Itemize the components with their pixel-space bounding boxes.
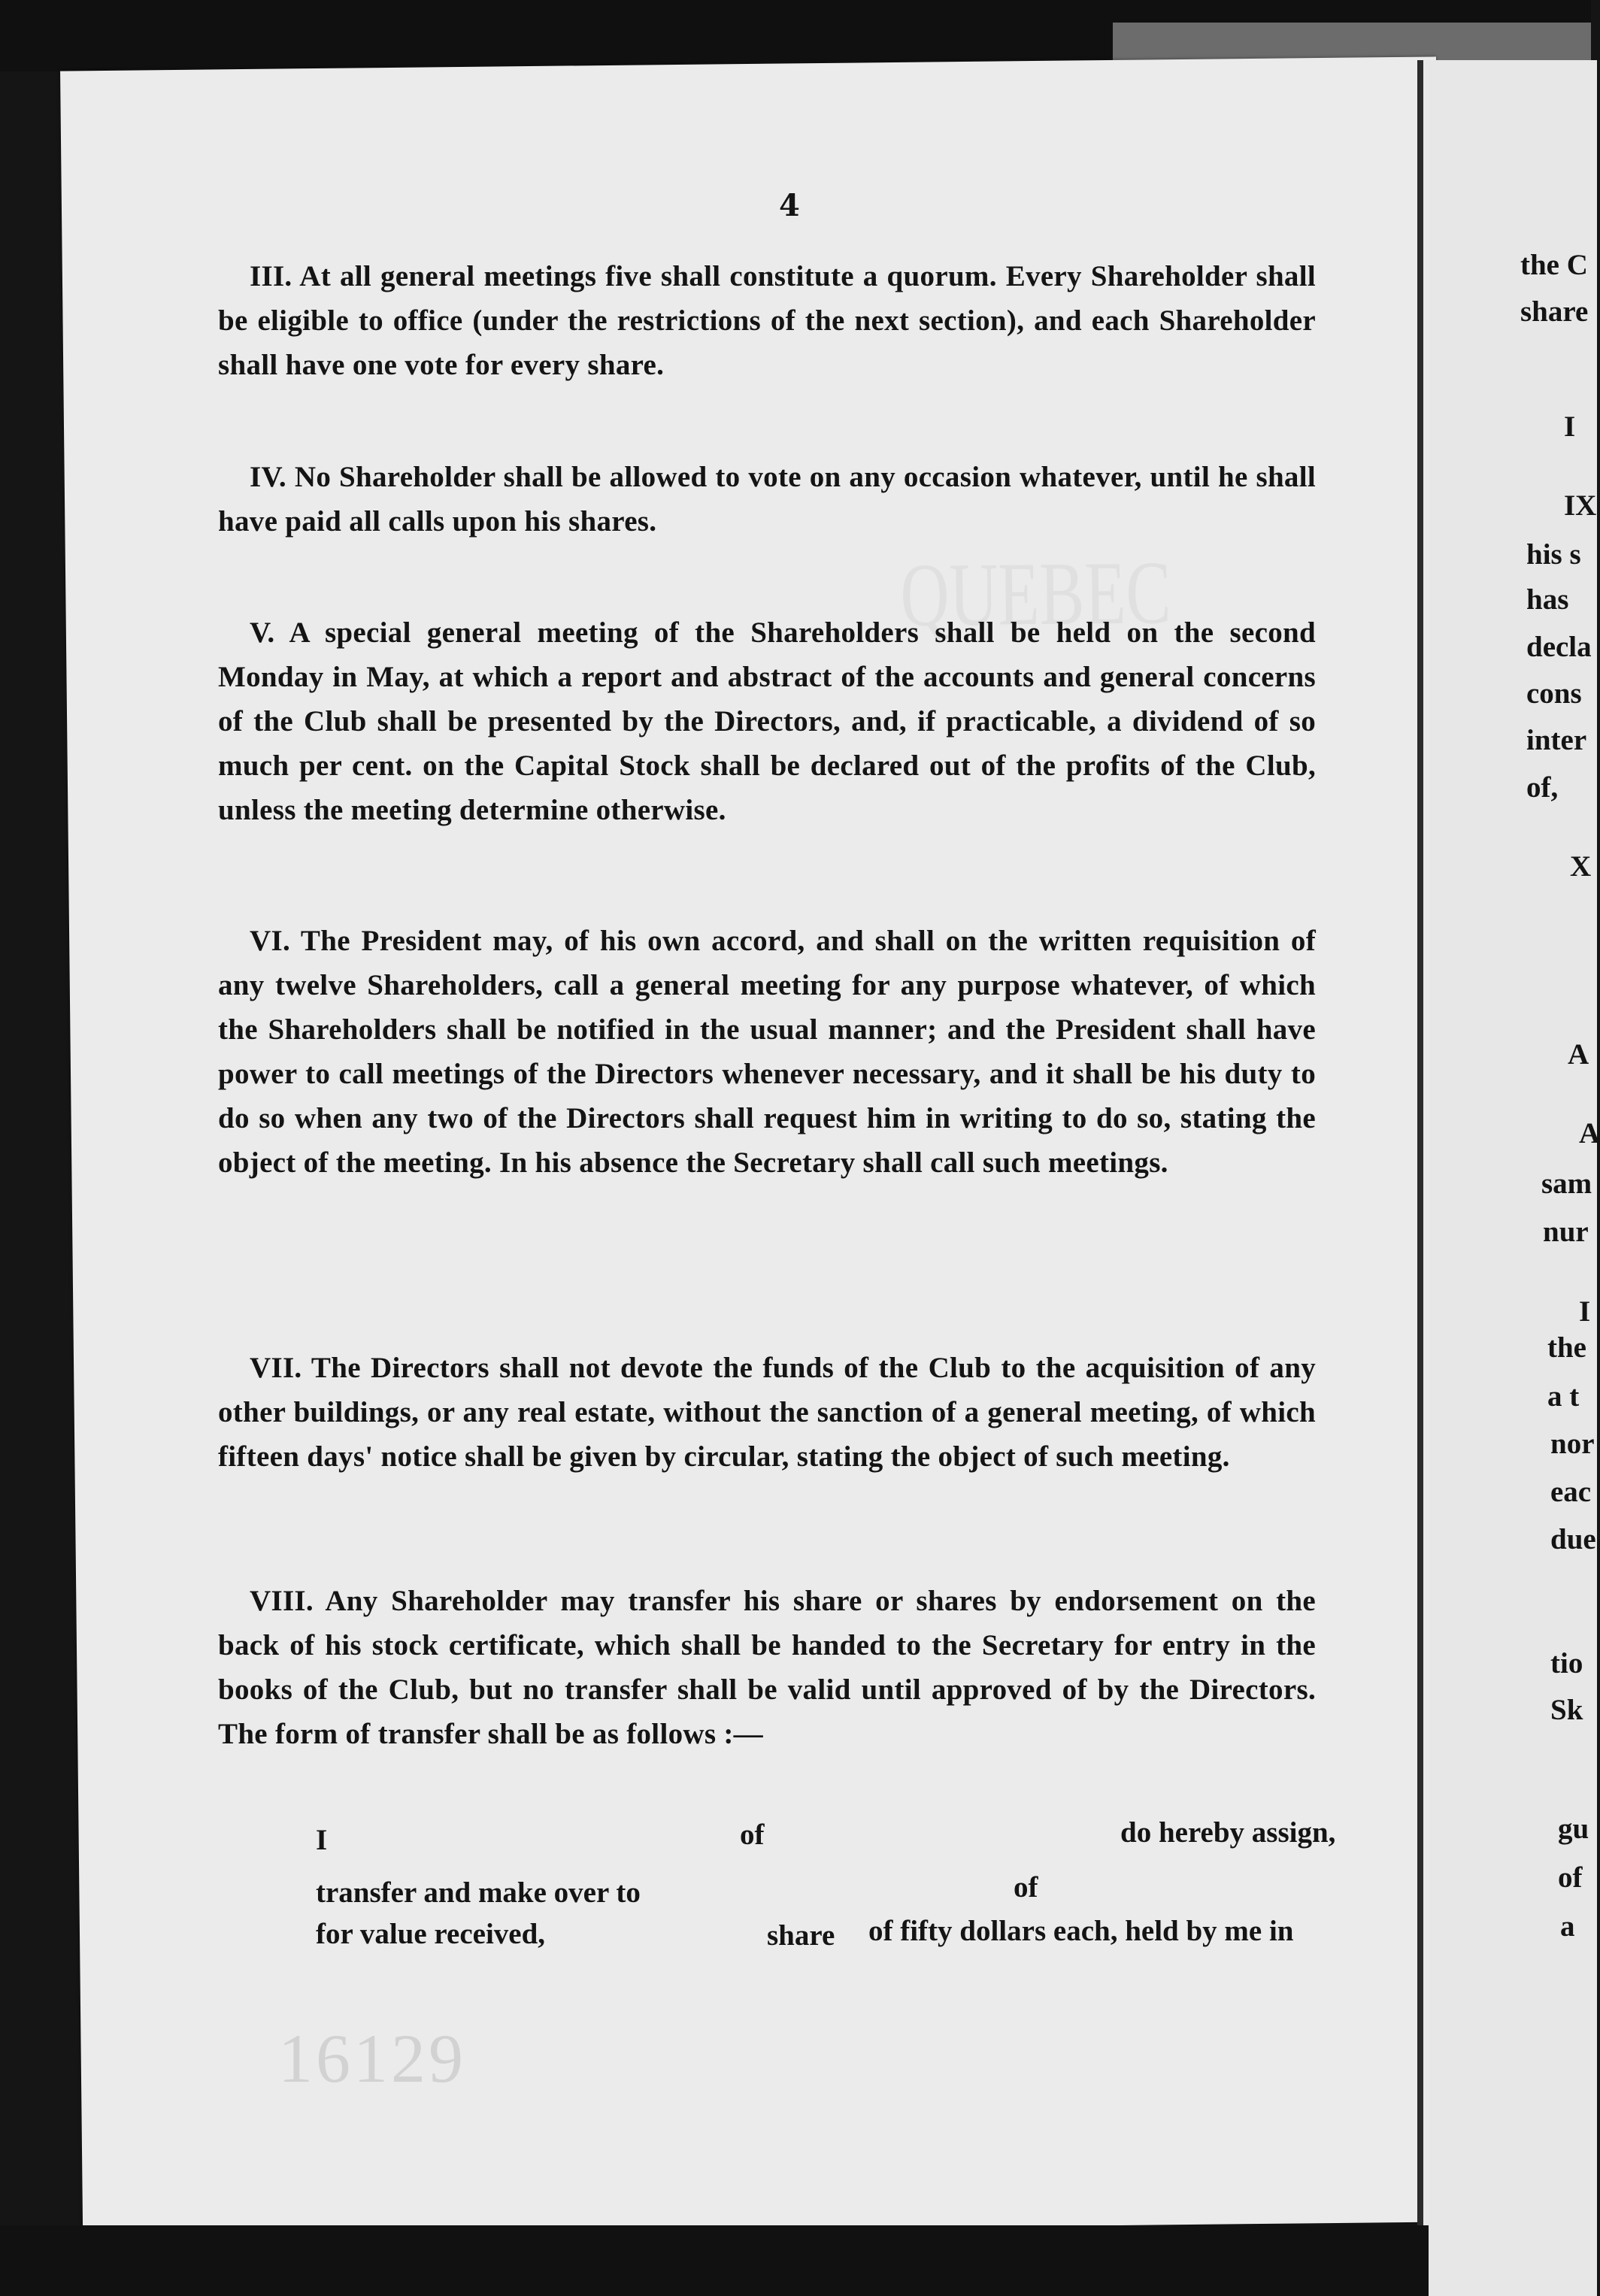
section-iv: IV. No Shareholder shall be allowed to vote on any occasion whatever, until he shall have paid all calls upon his shares. [218, 461, 1316, 538]
bleed-through-title: QUEBEC [899, 542, 1172, 645]
section-iii: III. At all general meetings five shall constitute a quorum. Every Shareholder shall be eligible to office (under the restrictions of the next section), and each Shareholder shall have one vote for every share. [218, 260, 1316, 381]
form-i: I [316, 1824, 328, 1856]
section-v: V. A special general meeting of the Shareholders shall be held on the second Monday in May, at which a report and abstract of the accounts and general concerns of the Club shall be presented by the Directors, and, if practicable, a dividend of so much per cent. on the Capital Stock shall be declared out of the profits of the Club, unless the meeting determine otherwise. [218, 616, 1316, 826]
form-assign: do hereby assign, [1120, 1816, 1336, 1849]
form-fifty: of fifty dollars each, held by me in [868, 1915, 1294, 1947]
section-vi: VI. The President may, of his own accord, and shall on the written requisition of any twelve Shareholders, call a general meeting for any purpose whatever, of which the Shareholders shall be notified in the usual manner; and the President shall have power to call meetings of the Directors whenever necessary, and it shall be his duty to do so when any two of the Directors shall request him in writing to do so, stating the object of the meeting. In his absence the Secretary shall call such meetings. [218, 925, 1316, 1179]
section-viii: VIII. Any Shareholder may transfer his share or shares by endorsement on the back of his stock certificate, which shall be handed to the Secretary for entry in the books of the Club, but no transfer shall be valid until approved of by the Directors. The form of transfer shall be as follows :— [218, 1585, 1316, 1750]
form-transfer: transfer and make over to [316, 1876, 641, 1909]
form-of-2: of [1014, 1871, 1038, 1904]
scanner-bottom-border [0, 2225, 1429, 2296]
form-value: for value received, [316, 1918, 546, 1950]
form-of-1: of [740, 1819, 765, 1851]
form-share: share [767, 1919, 835, 1952]
section-vii: VII. The Directors shall not devote the funds of the Club to the acquisition of any other buildings, or any real estate, without the sanction of a general meeting, of which fifteen days' notice shall be given by circular, stating the object of such meeting. [218, 1352, 1316, 1473]
faint-stamp: 16129 [278, 2020, 466, 2097]
page-number: 4 [779, 188, 800, 223]
